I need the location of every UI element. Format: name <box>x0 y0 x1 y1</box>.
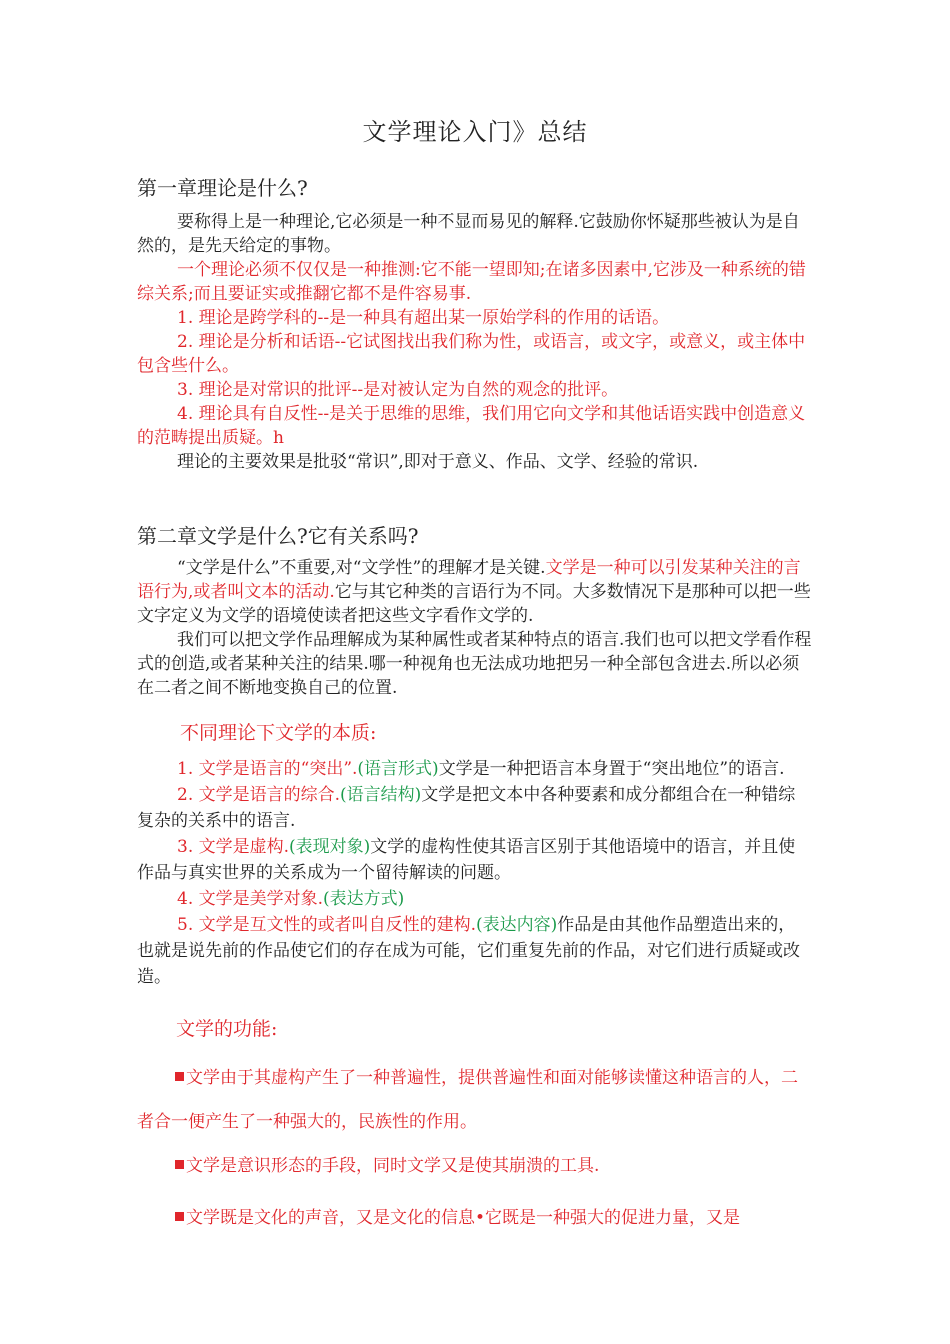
function-item-3 <box>137 1196 812 1240</box>
nature-item-5-claim: 5. 文学是互文性的或者叫自反性的建构. <box>177 915 477 935</box>
ch1-item-2: 2. 理论是分析和话语--它试图找出我们称为性，或语言，或文字，或意义，或主体中包含些什么。 <box>137 332 806 376</box>
chapter-1-heading: 第一章理论是什么? <box>137 176 308 200</box>
chapter-2-heading: 第二章文学是什么?它有关系吗? <box>137 524 419 548</box>
nature-item-1-desc: 文学是一种把语言本身置于“突出地位”的语言. <box>438 759 785 779</box>
function-item-3-text: 文学既是文化的声音，又是文化的信息•它既是一种强大的促进力量，又是 <box>186 1208 741 1228</box>
nature-item-4 <box>137 886 812 912</box>
nature-heading: 不同理论下文学的本质: <box>180 722 377 744</box>
nature-item-1-claim: 1. 文学是语言的“突出”. <box>177 759 358 779</box>
function-list <box>137 1056 812 1240</box>
nature-list <box>137 756 812 990</box>
ch1-item-4: 4. 理论具有自反性--是关于思维的思维，我们用它向文学和其他话语实践中创造意义的范畴提出质疑。h <box>137 404 806 448</box>
ch2-p1-part-c: 它与其它种类的言语行为不同。大多数情况下是那种可以把一些文字定义为文学的语境使读者把这些文字看作文学的. <box>137 582 811 626</box>
ch1-paragraph-2: 一个理论必须不仅仅是一种推测:它不能一望即知;在诸多因素中,它涉及一种系统的错综关系;而且要证实或推翻它都不是件容易事. <box>137 260 806 304</box>
square-bullet-icon <box>175 1072 184 1081</box>
nature-item-3-claim: 3. 文学是虚构. <box>177 837 290 857</box>
ch1-paragraph-3: 理论的主要效果是批驳“常识”,即对于意义、作品、文学、经验的常识. <box>177 452 699 472</box>
document-title: 文学理论入门》总结 <box>362 118 588 146</box>
ch1-paragraph-1: 要称得上是一种理论,它必须是一种不显而易见的解释.它鼓励你怀疑那些被认为是自然的，是先天给定的事物。 <box>137 212 800 256</box>
nature-item-3 <box>137 834 812 886</box>
square-bullet-icon <box>175 1212 184 1221</box>
nature-item-2 <box>137 782 812 834</box>
ch2-paragraph-1 <box>137 556 812 628</box>
ch2-paragraph-2: 我们可以把文学作品理解成为某种属性或者某种特点的语言.我们也可以把文学看作程式的创造,或者某种关注的结果.哪一种视角也无法成功地把另一种全部包含进去.所以必须在二者之间不断地变换自己的位置. <box>137 630 812 698</box>
nature-item-5-tag: (表达内容) <box>476 915 558 935</box>
nature-item-2-claim: 2. 文学是语言的综合. <box>177 785 341 805</box>
ch1-item-1: 1. 理论是跨学科的--是一种具有超出某一原始学科的作用的话语。 <box>177 308 670 328</box>
nature-item-1-tag: (语言形式) <box>357 759 439 779</box>
function-item-1 <box>137 1056 812 1144</box>
function-item-2-text: 文学是意识形态的手段，同时文学又是使其崩溃的工具. <box>186 1156 600 1176</box>
square-bullet-icon <box>175 1160 184 1169</box>
nature-item-4-claim: 4. 文学是美学对象. <box>177 889 324 909</box>
chapter-2-body <box>137 556 812 700</box>
nature-item-5-desc: 作品是由其他作品塑造出来的，也就是说先前的作品使它们的存在成为可能，它们重复先前的作品，对它们进行质疑或改造。 <box>137 915 800 987</box>
nature-item-3-tag: (表现对象) <box>289 837 371 857</box>
nature-item-2-tag: (语言结构) <box>340 785 422 805</box>
ch2-p1-part-a: “文学是什么”不重要,对“文学性”的理解才是关键. <box>177 558 546 578</box>
nature-item-2-desc: 文学是把文本中各种要素和成分都组合在一种错综复杂的关系中的语言. <box>137 785 796 831</box>
chapter-1-body <box>137 210 812 474</box>
nature-item-4-tag: (表达方式) <box>323 889 405 909</box>
function-item-1-text: 文学由于其虚构产生了一种普遍性，提供普遍性和面对能够读懂这种语言的人，二者合一便产生了一种强大的，民族性的作用。 <box>137 1068 798 1132</box>
function-item-2 <box>137 1144 812 1188</box>
nature-item-5 <box>137 912 812 990</box>
nature-item-3-desc: 文学的虚构性使其语言区别于其他语境中的语言，并且使作品与真实世界的关系成为一个留待解读的问题。 <box>137 837 796 883</box>
function-heading: 文学的功能: <box>176 1018 278 1040</box>
ch2-p1-part-b: 文学是一种可以引发某种关注的言语行为,或者叫文本的活动. <box>137 558 801 602</box>
ch1-item-3: 3. 理论是对常识的批评--是对被认定为自然的观念的批评。 <box>177 380 619 400</box>
nature-item-1 <box>137 756 812 782</box>
